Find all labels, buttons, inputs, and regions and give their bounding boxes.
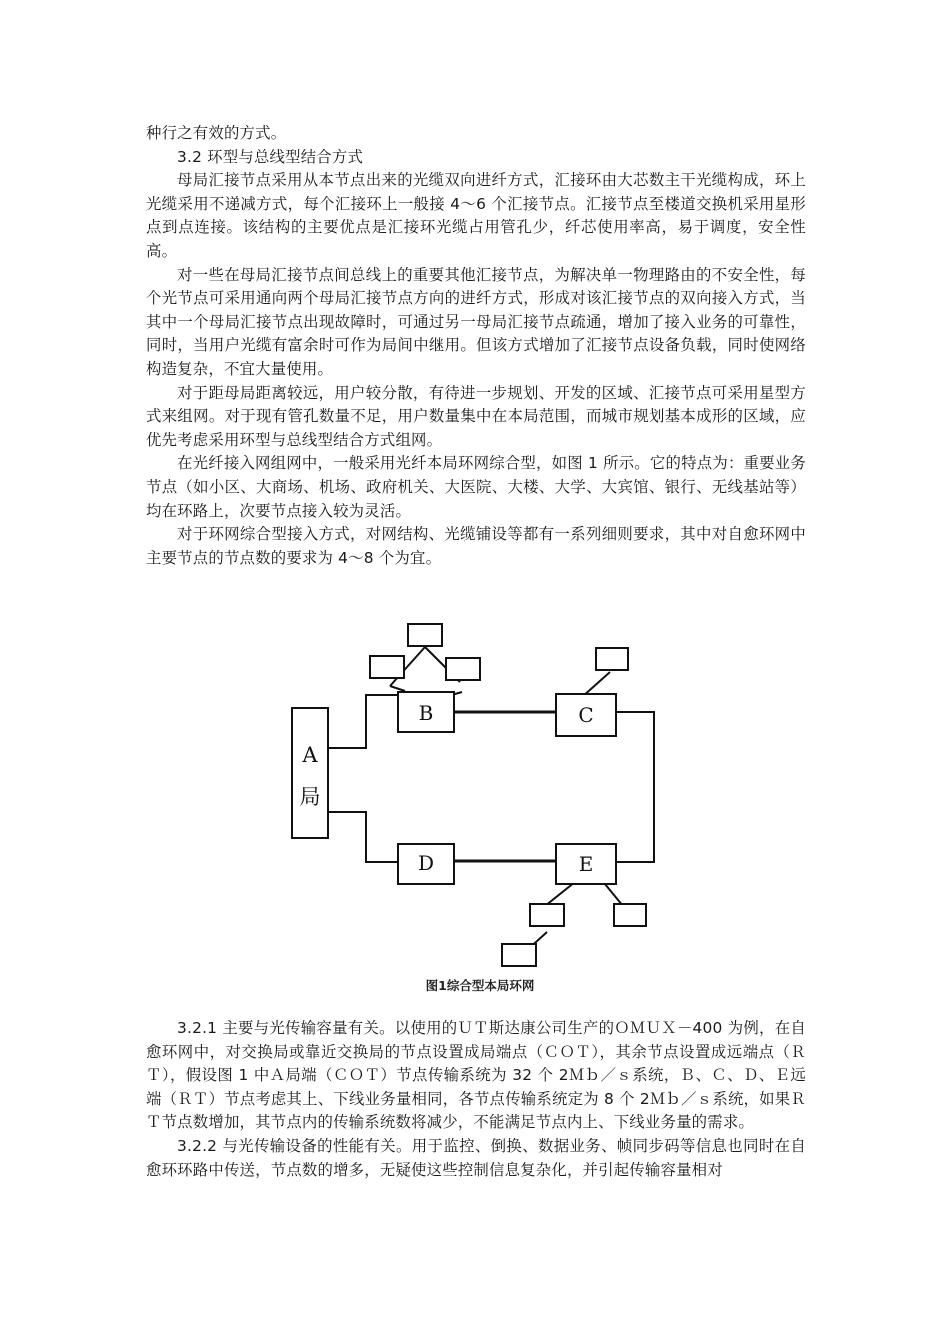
- paragraph: 母局汇接节点采用从本节点出来的光缆双向进纤方式，汇接环由大芯数主干光缆构成，环上光缆采用不递减方式，每个汇接环上一般接 4～6 个汇接节点。汇接节点至楼道交换机采用星形点到点连接。该结构的主要优点是汇接环光缆占用管孔少，纤芯使用率高，易于调度，安全性高。: [146, 171, 806, 260]
- paragraph: 对于环网综合型接入方式，对网结构、光缆铺设等都有一系列细则要求，其中对自愈环网中主要节点的节点数的要求为 4～8 个为宜。: [146, 525, 806, 567]
- ring-network-figure: [280, 612, 680, 1002]
- paragraph: 3.2.2 与光传输设备的性能有关。用于监控、倒换、数据业务、帧同步码等信息也同时在自愈环环路中传送，节点数的增多，无疑使这些控制信息复杂化，并引起传输容量相对: [146, 1136, 806, 1179]
- node-a-box: [292, 708, 328, 838]
- node-e-label: E: [578, 852, 594, 876]
- figure-caption: 图1综合型本局环网: [425, 978, 535, 993]
- subnode-e-bottom: [502, 944, 536, 966]
- paragraph: 在光纤接入网组网中，一般采用光纤本局环网综合型，如图 1 所示。它的特点为：重要业务节点（如小区、大商场、机场、政府机关、大医院、大楼、大学、大宾馆、银行、无线基站等）均在环路上，次要节点接入较为灵活。: [146, 454, 806, 520]
- paragraph: 种行之有效的方式。: [146, 124, 287, 142]
- body-text-bottom: [146, 1017, 806, 1182]
- link-a-d: [328, 812, 398, 862]
- node-a-label-line2: 局: [299, 785, 321, 809]
- subnode-b-right: [446, 658, 480, 680]
- node-d-label: D: [417, 851, 435, 875]
- ring-network-diagram: [280, 612, 680, 974]
- subnode-c: [596, 648, 628, 670]
- paragraph: 对于距母局距离较远，用户较分散，有待进一步规划、开发的区域、汇接节点可采用星型方式来组网。对于现有管孔数量不足，用户数量集中在本局范围，而城市规划基本成形的区域，应优先考虑采用环型与总线型结合方式组网。: [146, 383, 806, 449]
- node-b-label: B: [418, 701, 434, 725]
- node-a-label-line1: A: [302, 743, 318, 767]
- section-heading: 3.2 环型与总线型结合方式: [177, 147, 364, 166]
- link-b-left: [390, 686, 405, 691]
- subnode-e-right: [614, 904, 646, 926]
- link-c-e: [616, 712, 654, 862]
- link-a-b: [328, 695, 398, 748]
- subnode-b-left: [370, 656, 404, 678]
- subnode-b-top: [408, 624, 442, 646]
- body-text-top: [146, 122, 806, 570]
- paragraph: 3.2.1 主要与光传输容量有关。以使用的ＵＴ斯达康公司生产的ＯＭＵＸ－400 为例，在自愈环网中，对交换局或靠近交换局的节点设置成局端点（ＣＯＴ），其余节点设置成远端点（ＲＴ），假设图 1 中Ａ局端（ＣＯＴ）节点传输系统为 32 个 2Ｍｂ／ｓ系统，Ｂ、Ｃ、Ｄ、Ｅ远端（ＲＴ）节点考虑其上、下线业务量相同，各节点传输系统定为 8 个 2Ｍｂ／ｓ系统，如果ＲＴ节点数增加，其节点内的传输系统数将减少，不能满足节点内上、下线业务量的需求。: [146, 1019, 806, 1132]
- paragraph: 对一些在母局汇接节点间总线上的重要其他汇接节点，为解决单一物理路由的不安全性，每个光节点可采用通向两个母局汇接节点方向的进纤方式，形成对该汇接节点的双向接入方式，当其中一个母局汇接节点出现故障时，可通过另一母局汇接节点疏通，增加了接入业务的可靠性，同时，当用户光缆有富余时可作为局间中继用。但该方式增加了汇接节点设备负载，同时使网络构造复杂，不宜大量使用。: [146, 265, 806, 378]
- subnode-e-left: [530, 904, 564, 926]
- node-c-label: C: [578, 703, 594, 727]
